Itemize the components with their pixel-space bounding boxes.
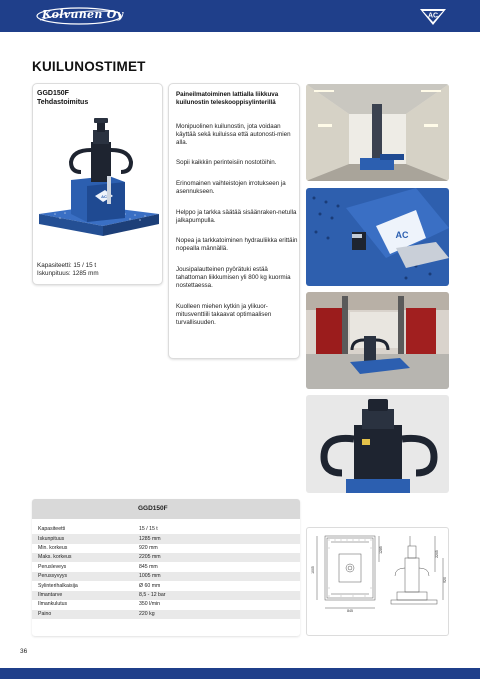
description-card	[168, 83, 300, 359]
description-heading: Paineilmatoiminen lattialla liikkuva kuilunostin teleskooppisylinterillä	[176, 91, 279, 107]
spec-row	[32, 563, 300, 572]
description-paragraph: Nopea ja tarkkatoiminen hydrauliikka erittäin nopealla männällä.	[176, 237, 298, 253]
spec-value: 2205 mm	[139, 554, 161, 561]
spec-label: Perusleveys	[38, 563, 67, 570]
svg-text:AC: AC	[101, 194, 107, 199]
photo-cylinder-top	[306, 395, 449, 493]
product-image	[35, 110, 162, 258]
spec-value: 220 kg	[139, 610, 155, 617]
footer-bar	[0, 668, 480, 679]
dim-side: 1285	[379, 546, 383, 554]
dim-width: 845	[347, 609, 353, 613]
spec-table	[32, 499, 300, 636]
brand-name: Kolvunen Oy	[42, 8, 124, 21]
spec-label: Maks. korkeus	[38, 554, 72, 561]
svg-text:AC: AC	[395, 230, 409, 240]
description-paragraph: Helppo ja tarkka säätää sisäänraken-netulla jalkapumpulla.	[176, 209, 297, 225]
product-model: GGD150F	[37, 90, 69, 97]
spec-row	[32, 525, 300, 534]
page-title: KUILUNOSTIMET	[32, 59, 146, 74]
spec-row	[32, 544, 300, 553]
photo-garage-red	[306, 292, 449, 389]
description-paragraph: Erinomainen vaihteistojen irrotukseen ja asennukseen.	[176, 180, 286, 196]
spec-value: 15 / 15 t	[139, 526, 158, 533]
spec-row	[32, 553, 300, 562]
description-paragraph: Kuolleen miehen kytkin ja ylikuor-mitusventtiili takaavat optimaalisen turvallisuuden.	[176, 303, 272, 327]
description-paragraph: Monipuolinen kuilunostin, jota voidaan käyttää sekä kuiluissa että autonosti-mien alla.	[176, 123, 291, 147]
photo-workshop-pit	[306, 84, 449, 181]
product-capacity: Kapasiteetti: 15 / 15 t	[37, 262, 97, 269]
header-bar	[0, 0, 480, 32]
spec-value: Ø 60 mm	[139, 582, 161, 589]
ac-logo-text: AC	[427, 12, 439, 20]
spec-row	[32, 610, 300, 619]
spec-row	[32, 600, 300, 609]
spec-label: Paino	[38, 610, 52, 617]
photo-lifter-closeup	[306, 188, 449, 286]
spec-label: Min. korkeus	[38, 545, 68, 552]
dim-min: 920	[443, 577, 447, 583]
spec-row	[32, 591, 300, 600]
spec-table-model: GGD150F	[138, 505, 168, 512]
spec-value: 1285 mm	[139, 535, 161, 542]
description-paragraph: Sopii kaikkiin perinteisiin nostotöihin.	[176, 159, 277, 166]
spec-value: 845 mm	[139, 563, 158, 570]
product-card	[32, 83, 163, 285]
spec-value: 920 mm	[139, 545, 158, 552]
dim-max: 2205	[435, 550, 439, 558]
spec-row	[32, 534, 300, 543]
dimension-drawing	[307, 528, 450, 637]
description-paragraph: Jousipalautteinen pyörätuki estää tahattoman liikkumisen yli 800 kg kuormia nostettaessa.	[176, 266, 291, 290]
product-subtitle: Tehdastoimitus	[37, 99, 89, 106]
spec-row	[32, 572, 300, 581]
spec-value: 350 l/min	[139, 601, 161, 608]
spec-label: Perussyvyys	[38, 573, 68, 580]
dim-depth: 1005	[311, 566, 315, 574]
ac-logo-icon	[418, 6, 448, 27]
spec-value: 8,5 - 12 bar	[139, 592, 166, 599]
spec-row	[32, 581, 300, 590]
spec-label: Sylinterihalkaisija	[38, 582, 78, 589]
spec-table-header	[32, 499, 300, 519]
spec-label: Ilmankulutus	[38, 601, 68, 608]
product-stroke: Iskunpituus: 1285 mm	[37, 270, 99, 277]
page-number: 36	[20, 648, 28, 655]
spec-value: 1005 mm	[139, 573, 161, 580]
spec-label: Ilmantarve	[38, 592, 63, 599]
dimension-diagram	[306, 527, 449, 636]
spec-label: Kapasiteetti	[38, 526, 66, 533]
spec-label: Iskunpituus	[38, 535, 65, 542]
